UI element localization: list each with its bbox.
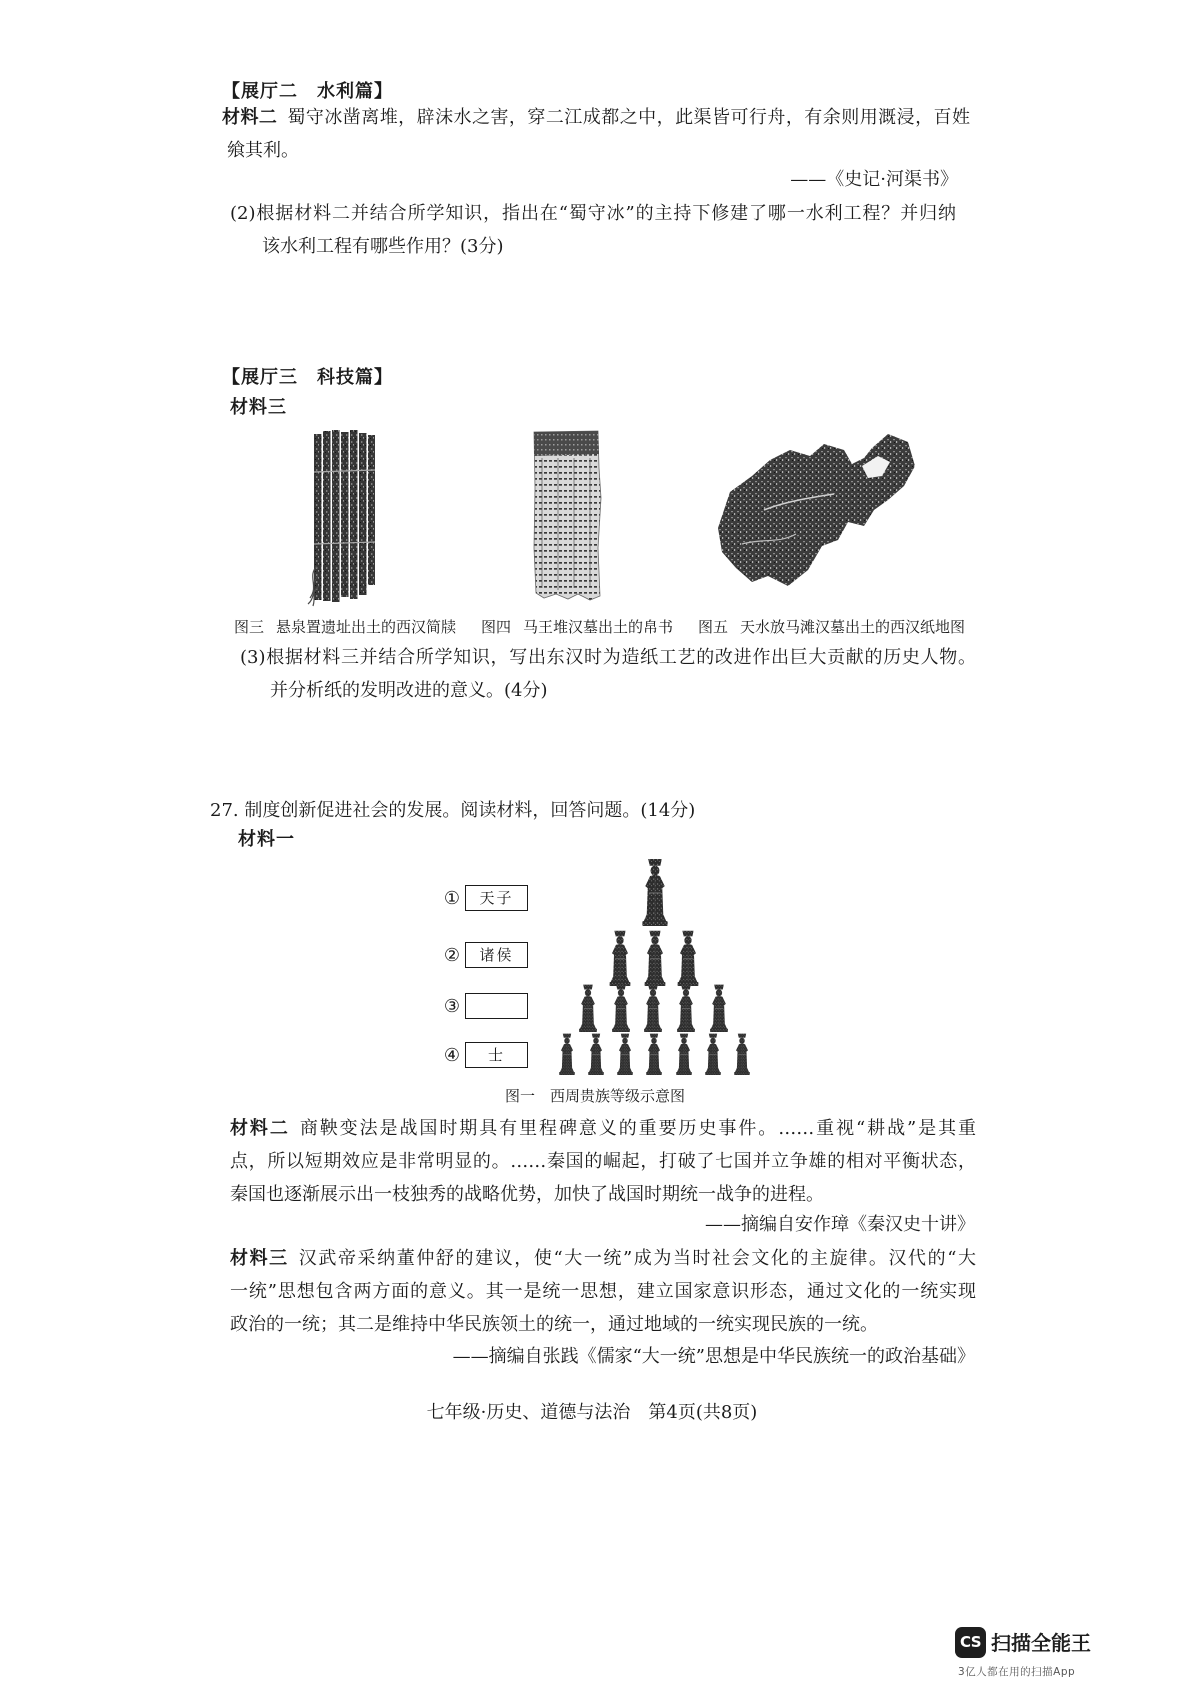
silk-book-image — [528, 428, 606, 606]
shi-figure — [588, 1034, 604, 1075]
question-line: 该水利工程有哪些作用？(3分) — [262, 236, 504, 257]
zhuhou-figure — [645, 931, 666, 986]
q27-material3 — [230, 1242, 976, 1341]
hall3-title: 【展厅三 科技篇】 — [222, 367, 393, 388]
question-stem: 制度创新促进社会的发展。阅读材料，回答问题。(14分) — [244, 800, 696, 821]
material-line: 点，所以短期效应是非常明显的。……秦国的崛起，打破了七国并立争雄的相对平衡状态， — [230, 1151, 976, 1172]
third-tier-figure — [644, 985, 662, 1032]
shi-figure — [705, 1034, 721, 1075]
tier-number: ③ — [443, 995, 461, 1017]
material-label: 材料三 — [230, 1248, 289, 1269]
material1-label: 材料一 — [238, 829, 295, 850]
tianzi-figure — [642, 859, 667, 926]
question-2 — [230, 197, 956, 263]
zhuhou-figure — [678, 931, 699, 986]
tier-number: ② — [443, 944, 461, 966]
tier-label-row — [440, 941, 528, 969]
bamboo-slips-image — [305, 426, 383, 610]
material-line — [230, 1112, 976, 1145]
figure1-caption: 图一 西周贵族等级示意图 — [504, 1087, 685, 1105]
shi-figure — [559, 1034, 575, 1075]
tier-label-row — [440, 1041, 528, 1069]
hall2-material — [222, 101, 970, 167]
material-text: 商鞅变法是战国时期具有里程碑意义的重要历史事件。……重视“耕战”是其重 — [299, 1118, 977, 1139]
tier-label-row — [440, 884, 528, 912]
tier-number: ④ — [443, 1044, 461, 1066]
question-number: 27. — [210, 800, 239, 821]
question-line: (3)根据材料三并结合所学知识，写出东汉时为造纸工艺的改进作出巨大贡献的历史人物。 — [240, 647, 976, 668]
figure-caption-text: 悬泉置遗址出土的西汉简牍 — [276, 617, 457, 636]
question-line: (2)根据材料二并结合所学知识，指出在“蜀守冰”的主持下修建了哪一水利工程？并归纳 — [230, 203, 956, 224]
question-3 — [240, 641, 976, 707]
zhuhou-figure — [610, 931, 631, 986]
shi-figure — [676, 1034, 692, 1075]
material-label: 材料二 — [222, 107, 278, 128]
material-line: 秦国也逐渐展示出一枝独秀的战略优势，加快了战国时期统一战争的进程。 — [230, 1184, 824, 1205]
q27-material2 — [230, 1112, 976, 1211]
third-tier-figure — [579, 985, 597, 1032]
shi-figure — [617, 1034, 633, 1075]
figure-captions — [234, 611, 965, 641]
tier-blank-box — [465, 993, 528, 1019]
figure-label: 图五 — [697, 617, 728, 636]
material-label: 材料二 — [230, 1118, 290, 1139]
third-tier-figure — [710, 985, 728, 1032]
material-line: 飨其利。 — [227, 140, 299, 161]
figure-caption-text: 天水放马滩汉墓出土的西汉纸地图 — [739, 617, 965, 636]
tier-box: 士 — [465, 1042, 528, 1068]
tier-box: 天子 — [465, 885, 528, 911]
figure-caption-text: 马王堆汉墓出土的帛书 — [523, 617, 674, 636]
hall3-material-label: 材料三 — [230, 397, 287, 418]
figure-caption — [698, 616, 965, 637]
camscanner-logo-icon: CS — [955, 1627, 986, 1658]
paper-map-image — [712, 426, 920, 592]
shi-figure — [646, 1034, 662, 1075]
figure-caption — [234, 616, 456, 637]
figure-label: 图三 — [234, 617, 265, 636]
material-line: 一统”思想包含两方面的意义。其一是统一思想，建立国家意识形态，通过文化的一统实现 — [230, 1281, 976, 1302]
material3-source: ——摘编自张践《儒家“大一统”思想是中华民族统一的政治基础》 — [452, 1346, 975, 1367]
shi-figure — [734, 1034, 750, 1075]
hall2-source: ——《史记·河渠书》 — [790, 169, 958, 190]
third-tier-figure — [677, 985, 695, 1032]
question-line: 并分析纸的发明改进的意义。(4分) — [270, 680, 548, 701]
figure-caption — [481, 616, 673, 637]
tier-box: 诸侯 — [465, 942, 528, 968]
material2-source: ——摘编自安作璋《秦汉史十讲》 — [705, 1214, 975, 1235]
hall2-title: 【展厅二 水利篇】 — [222, 81, 393, 102]
material-line: 政治的一统；其二是维持中华民族领土的统一，通过地域的一统实现民族的一统。 — [230, 1314, 878, 1335]
third-tier-figure — [612, 985, 630, 1032]
watermark-slogan: 3亿人都在用的扫描App — [958, 1666, 1076, 1678]
material-line — [222, 101, 970, 134]
material-text: 汉武帝采纳董仲舒的建议，使“大一统”成为当时社会文化的主旋律。汉代的“大 — [298, 1248, 977, 1269]
page-footer: 七年级·历史、道德与法治 第4页(共8页) — [426, 1402, 758, 1423]
tier-number: ① — [443, 887, 461, 909]
question-27-stem — [210, 794, 695, 827]
noble-pyramid-illustration — [550, 852, 765, 1078]
material-text: 蜀守冰凿离堆，辟沫水之害，穿二江成都之中，此渠皆可行舟，有余则用溉浸，百姓 — [287, 107, 971, 128]
watermark-brand: 扫描全能王 — [991, 1631, 1091, 1655]
material-line — [230, 1242, 976, 1275]
tier-label-row — [440, 992, 528, 1020]
figure-label: 图四 — [480, 617, 511, 636]
